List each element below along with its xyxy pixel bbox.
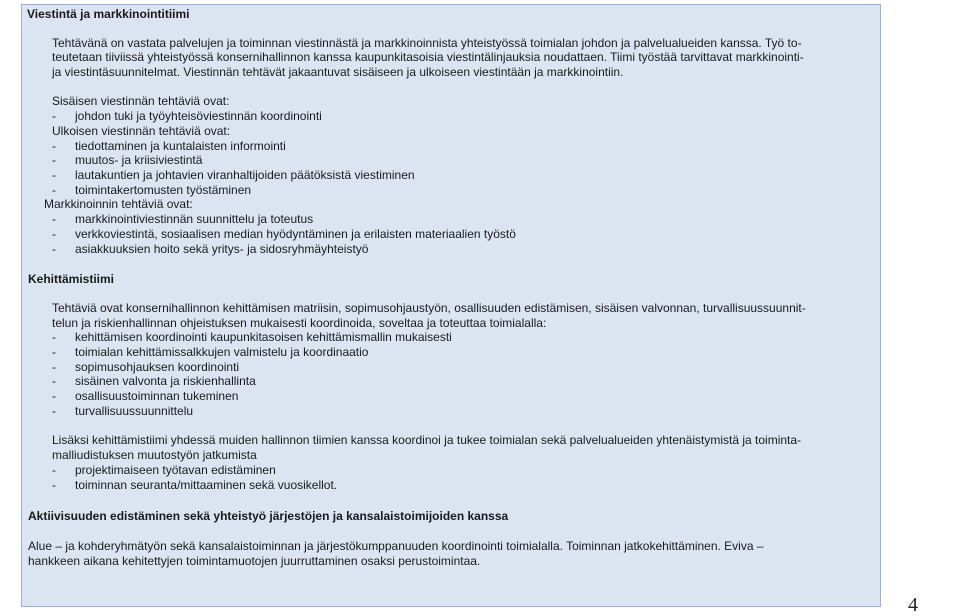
list-item: toimialan kehittämissalkkujen valmistelu ja koordinaatio [75,345,369,359]
list-item: projektimaiseen työtavan edistäminen [75,463,276,477]
list-item: sopimusohjauksen koordinointi [75,360,240,374]
list-item: asiakkuuksien hoito sekä yritys- ja sidosryhmäyhteistyö [75,242,369,256]
bullet-dash: - [52,389,56,403]
page-number: 4 [908,594,918,616]
paragraph-line: ja viestintäsuunnitelmat. Viestinnän tehtävät jakaantuvat sisäiseen ja ulkoiseen viestintään ja markkinointiin. [52,65,624,79]
list-item: sisäinen valvonta ja riskienhallinta [75,374,256,388]
bullet-dash: - [52,404,56,418]
bullet-dash: - [52,478,56,492]
list-item: kehittämisen koordinointi kaupunkitasoisen kehittämismallin mukaisesti [75,330,452,344]
paragraph-line: hankkeen aikana kehitettyjen toimintamuotojen juurruttaminen osaksi perustoimintaa. [28,554,481,568]
bullet-dash: - [52,227,56,241]
list-item: osallisuustoiminnan tukeminen [75,389,239,403]
paragraph-line: teutetaan tiiviissä yhteistyössä konsernihallinnon kanssa kaupunkitasoisia viestintälinjauksia noudattaen. Tiimi työstää tarvittavat markkinointi- [52,50,804,64]
list-item: markkinointiviestinnän suunnittelu ja toteutus [75,212,314,226]
bullet-dash: - [52,168,56,182]
paragraph-line: Lisäksi kehittämistiimi yhdessä muiden hallinnon tiimien kanssa koordinoi ja tukee toimialan sekä palvelualueiden yhtenäistymistä ja toiminta- [52,433,802,447]
subheading-marketing: Markkinoinnin tehtäviä ovat: [44,197,193,211]
paragraph-line: Tehtäviä ovat konsernihallinnon kehittämisen matriisin, sopimusohjaustyön, osallisuuden edistämisen, sisäisen valvonnan, turvallisuussuunnit- [52,301,806,315]
list-item: tiedottaminen ja kuntalaisten informointi [75,139,286,153]
bullet-dash: - [52,330,56,344]
bullet-dash: - [52,153,56,167]
list-item: muutos- ja kriisiviestintä [75,153,203,167]
paragraph-line: telun ja riskienhallinnan ohjeistuksen mukaisesti koordinoida, soveltaa ja toteuttaa toimialalla: [52,316,547,330]
bullet-dash: - [52,139,56,153]
list-item: verkkoviestintä, sosiaalisen median hyödyntäminen ja erilaisten materiaalien työstö [75,227,516,241]
paragraph-line: Tehtävänä on vastata palvelujen ja toiminnan viestinnästä ja markkinoinnista yhteistyössä toimialan johdon ja palvelualueiden kanssa. Työ to- [52,36,802,50]
list-item: toimintakertomusten työstäminen [75,183,252,197]
bullet-dash: - [52,212,56,226]
subheading-internal: Sisäisen viestinnän tehtäviä ovat: [52,94,230,108]
bullet-dash: - [52,463,56,477]
section-heading-kehittamis: Kehittämistiimi [28,272,115,286]
section-heading-viestinta: Viestintä ja markkinointitiimi [27,7,190,21]
subheading-external: Ulkoisen viestinnän tehtäviä ovat: [52,124,231,138]
bullet-dash: - [52,183,56,197]
list-item: lautakuntien ja johtavien viranhaltijoiden päätöksistä viestiminen [75,168,415,182]
bullet-dash: - [52,242,56,256]
bullet-dash: - [52,109,56,123]
list-item: toiminnan seuranta/mittaaminen sekä vuosikellot. [75,478,338,492]
list-item: turvallisuussuunnittelu [75,404,194,418]
paragraph-line: Alue – ja kohderyhmätyön sekä kansalaistoiminnan ja järjestökumppanuuden koordinointi toimialalla. Toiminnan jatkokehittäminen. Eviva – [28,539,764,553]
section-heading-aktiivisuus: Aktiivisuuden edistäminen sekä yhteistyö järjestöjen ja kansalaistoimijoiden kanssa [28,509,509,523]
bullet-dash: - [52,345,56,359]
list-item: johdon tuki ja työyhteisöviestinnän koordinointi [75,109,322,123]
bullet-dash: - [52,374,56,388]
bullet-dash: - [52,360,56,374]
paragraph-line: malliudistuksen muutostyön jatkumista [52,448,257,462]
